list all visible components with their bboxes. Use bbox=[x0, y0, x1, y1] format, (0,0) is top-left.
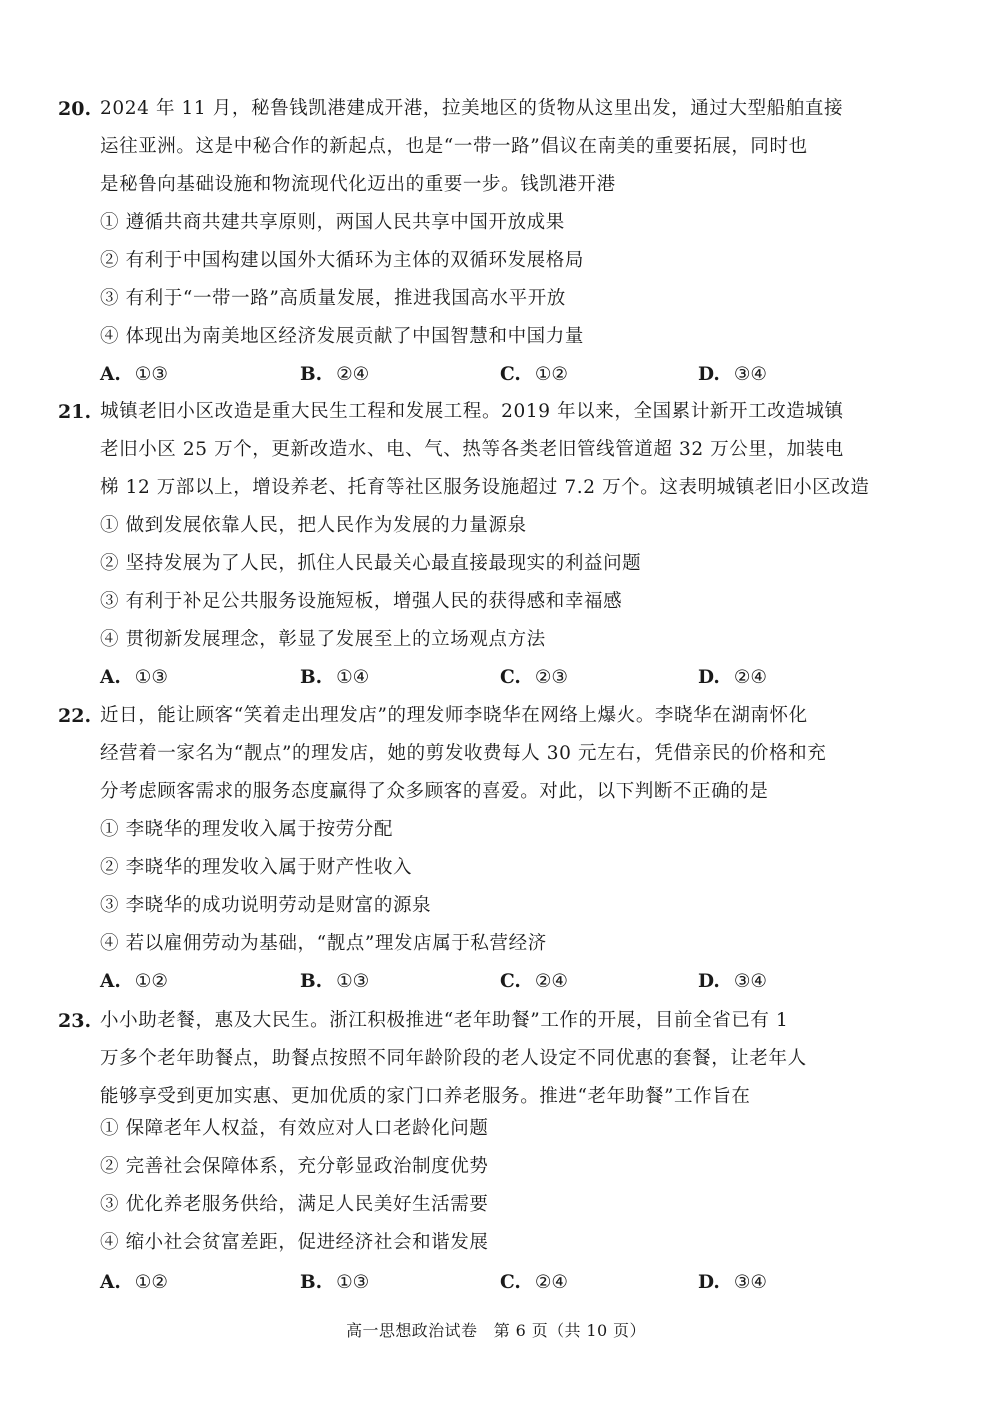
statement-list bbox=[100, 811, 547, 963]
statement-item: ② 李晓华的理发收入属于财产性收入 bbox=[100, 857, 413, 878]
question-stem bbox=[100, 393, 880, 507]
stem-line: 运往亚洲。这是中秘合作的新起点，也是“一带一路”倡议在南美的重要拓展，同时也 bbox=[100, 136, 808, 157]
choice-a: A. ①② bbox=[100, 971, 168, 992]
question-number: 22. bbox=[58, 705, 92, 727]
statement-item: ③ 优化养老服务供给，满足人民美好生活需要 bbox=[100, 1194, 489, 1215]
statement-item: ① 遵循共商共建共享原则，两国人民共享中国开放成果 bbox=[100, 212, 565, 233]
choice-b: B. ①④ bbox=[300, 667, 370, 688]
stem-line: 梯 12 万部以上，增设养老、托育等社区服务设施超过 7.2 万个。这表明城镇老旧小区改造 bbox=[100, 477, 870, 498]
choice-c: C. ②④ bbox=[500, 1272, 569, 1293]
choice-c: C. ②④ bbox=[500, 971, 569, 992]
stem-line: 城镇老旧小区改造是重大民生工程和发展工程。2019 年以来，全国累计新开工改造城镇 bbox=[100, 401, 844, 422]
choice-d: D. ③④ bbox=[698, 971, 767, 992]
choice-b: B. ①③ bbox=[300, 1272, 370, 1293]
answer-choices bbox=[100, 659, 860, 697]
statement-item: ② 完善社会保障体系，充分彰显政治制度优势 bbox=[100, 1156, 489, 1177]
statement-item: ④ 若以雇佣劳动为基础，“靓点”理发店属于私营经济 bbox=[100, 933, 547, 954]
statement-item: ① 做到发展依靠人民，把人民作为发展的力量源泉 bbox=[100, 515, 527, 536]
stem-line: 万多个老年助餐点，助餐点按照不同年龄阶段的老人设定不同优惠的套餐，让老年人 bbox=[100, 1048, 807, 1069]
statement-item: ③ 有利于补足公共服务设施短板，增强人民的获得感和幸福感 bbox=[100, 591, 623, 612]
stem-line: 经营着一家名为“靓点”的理发店，她的剪发收费每人 30 元左右，凭借亲民的价格和充 bbox=[100, 743, 827, 764]
statement-item: ④ 体现出为南美地区经济发展贡献了中国智慧和中国力量 bbox=[100, 326, 584, 347]
question-number: 23. bbox=[58, 1010, 92, 1032]
choice-c: C. ①② bbox=[500, 364, 569, 385]
answer-choices bbox=[100, 356, 860, 394]
choice-b: B. ①③ bbox=[300, 971, 370, 992]
statement-item: ③ 李晓华的成功说明劳动是财富的源泉 bbox=[100, 895, 432, 916]
question-number: 20. bbox=[58, 98, 92, 120]
choice-d: D. ③④ bbox=[698, 1272, 767, 1293]
choice-d: D. ③④ bbox=[698, 364, 767, 385]
stem-line: 老旧小区 25 万个，更新改造水、电、气、热等各类老旧管线管道超 32 万公里，加装电 bbox=[100, 439, 844, 460]
question-stem bbox=[100, 1002, 880, 1116]
stem-line: 近日，能让顾客“笑着走出理发店”的理发师李晓华在网络上爆火。李晓华在湖南怀化 bbox=[100, 705, 808, 726]
statement-item: ① 保障老年人权益，有效应对人口老龄化问题 bbox=[100, 1118, 489, 1139]
statement-list bbox=[100, 507, 641, 659]
answer-choices bbox=[100, 1264, 860, 1302]
stem-line: 分考虑顾客需求的服务态度赢得了众多顾客的喜爱。对此，以下判断不正确的是 bbox=[100, 781, 769, 802]
stem-line: 能够享受到更加实惠、更加优质的家门口养老服务。推进“老年助餐”工作旨在 bbox=[100, 1086, 751, 1107]
answer-choices bbox=[100, 963, 860, 1001]
choice-a: A. ①② bbox=[100, 1272, 168, 1293]
stem-line: 2024 年 11 月，秘鲁钱凯港建成开港，拉美地区的货物从这里出发，通过大型船舶直接 bbox=[100, 98, 844, 119]
choice-a: A. ①③ bbox=[100, 667, 168, 688]
stem-line: 小小助老餐，惠及大民生。浙江积极推进“老年助餐”工作的开展，目前全省已有 1 bbox=[100, 1010, 789, 1031]
statement-item: ④ 缩小社会贫富差距，促进经济社会和谐发展 bbox=[100, 1232, 489, 1253]
choice-c: C. ②③ bbox=[500, 667, 569, 688]
question-number: 21. bbox=[58, 401, 92, 423]
statement-list bbox=[100, 204, 584, 356]
stem-line: 是秘鲁向基础设施和物流现代化迈出的重要一步。钱凯港开港 bbox=[100, 174, 616, 195]
choice-b: B. ②④ bbox=[300, 364, 370, 385]
statement-list bbox=[100, 1110, 488, 1262]
statement-item: ② 有利于中国构建以国外大循环为主体的双循环发展格局 bbox=[100, 250, 584, 271]
statement-item: ① 李晓华的理发收入属于按劳分配 bbox=[100, 819, 393, 840]
statement-item: ④ 贯彻新发展理念，彰显了发展至上的立场观点方法 bbox=[100, 629, 546, 650]
choice-a: A. ①③ bbox=[100, 364, 168, 385]
choice-d: D. ②④ bbox=[698, 667, 767, 688]
question-stem bbox=[100, 90, 880, 204]
question-stem bbox=[100, 697, 880, 811]
statement-item: ② 坚持发展为了人民，抓住人民最关心最直接最现实的利益问题 bbox=[100, 553, 642, 574]
statement-item: ③ 有利于“一带一路”高质量发展，推进我国高水平开放 bbox=[100, 288, 566, 309]
page-footer: 高一思想政治试卷 第 6 页（共 10 页） bbox=[346, 1321, 646, 1340]
